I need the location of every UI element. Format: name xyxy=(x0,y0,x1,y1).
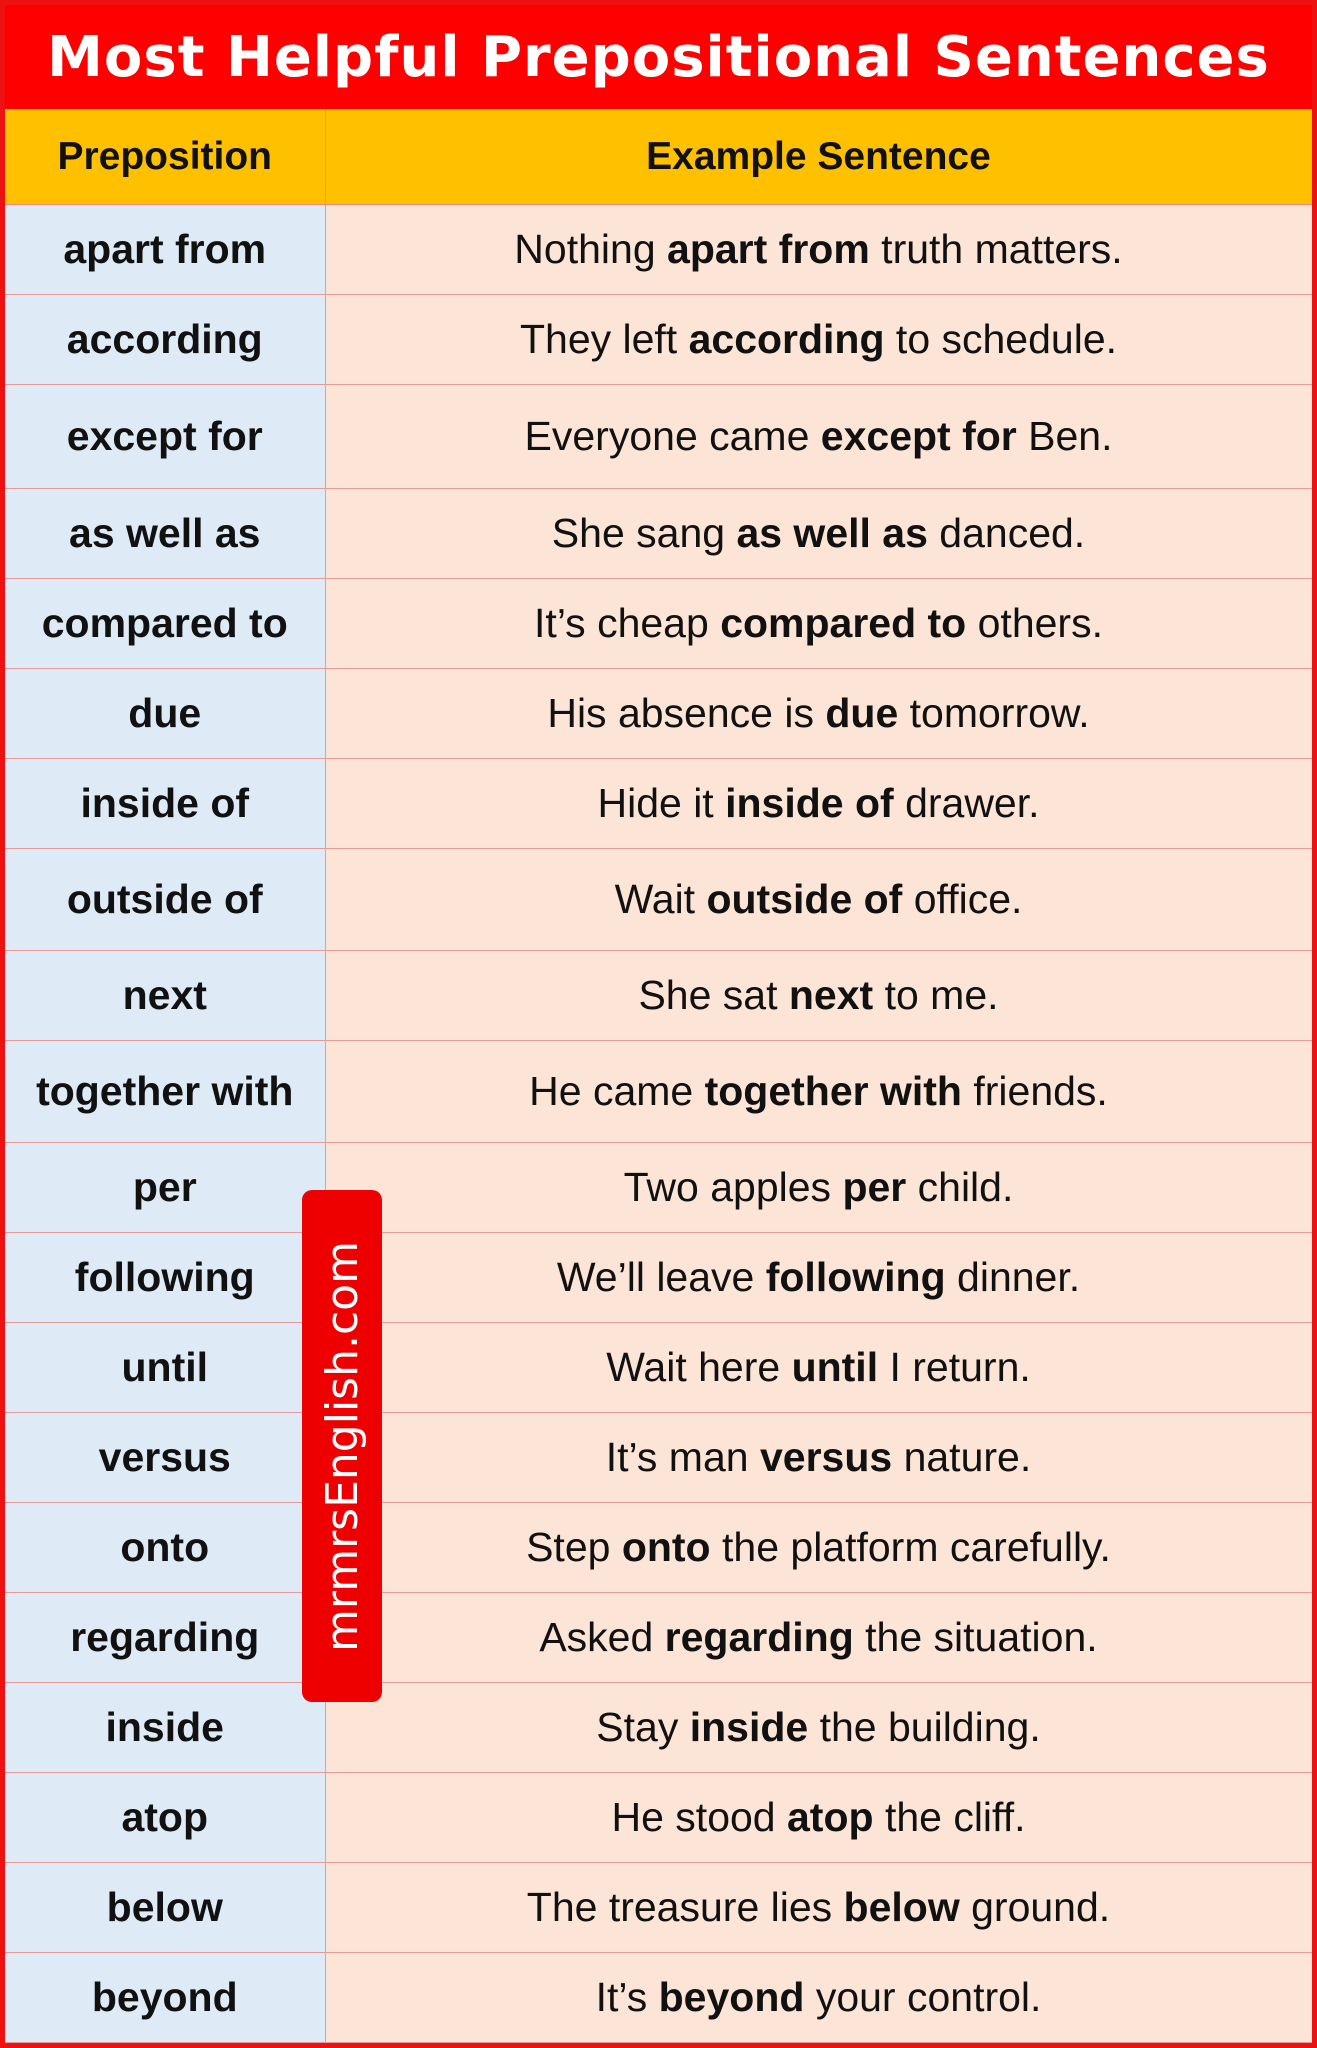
sentence-text-after: child. xyxy=(906,1164,1014,1210)
preposition-cell: due xyxy=(5,669,325,759)
table-row xyxy=(5,1953,1312,2043)
highlighted-preposition: according xyxy=(688,316,885,362)
sentence-text-after: the building. xyxy=(808,1704,1041,1750)
sentence-text-before: Step xyxy=(526,1524,622,1570)
table-row xyxy=(5,1863,1312,1953)
sentence-text-before: We’ll leave xyxy=(556,1254,766,1300)
sentence-text-before: She sat xyxy=(638,972,789,1018)
table-row xyxy=(5,1323,1312,1413)
preposition-cell: per xyxy=(5,1143,325,1233)
highlighted-preposition: as well as xyxy=(736,510,928,556)
highlighted-preposition: until xyxy=(791,1344,879,1390)
example-sentence-cell xyxy=(325,385,1312,489)
sentence-text-after: your control. xyxy=(804,1974,1042,2020)
example-sentence-cell xyxy=(325,1503,1312,1593)
sentence-text-before: Two apples xyxy=(623,1164,843,1210)
example-sentence-cell xyxy=(325,951,1312,1041)
preposition-cell: together with xyxy=(5,1041,325,1143)
sentence-text-after: tomorrow. xyxy=(898,690,1090,736)
sentence-text-before: The treasure lies xyxy=(526,1884,844,1930)
highlighted-preposition: due xyxy=(825,690,899,736)
preposition-cell: inside of xyxy=(5,759,325,849)
example-sentence-cell xyxy=(325,489,1312,579)
highlighted-preposition: regarding xyxy=(664,1614,854,1660)
sentence-text-before: He came xyxy=(529,1068,705,1114)
example-sentence-cell xyxy=(325,1143,1312,1233)
sentence-text-before: He stood xyxy=(611,1794,787,1840)
table-header-row xyxy=(5,109,1312,205)
preposition-cell: according xyxy=(5,295,325,385)
sentence-text-before: Wait xyxy=(614,876,707,922)
header-preposition: Preposition xyxy=(5,109,325,205)
sentence-text-after: the cliff. xyxy=(873,1794,1026,1840)
sentence-text-after: friends. xyxy=(961,1068,1108,1114)
example-sentence-cell xyxy=(325,1953,1312,2043)
header-example-sentence: Example Sentence xyxy=(325,109,1312,205)
example-sentence-cell xyxy=(325,1863,1312,1953)
sentence-text-after: to schedule. xyxy=(884,316,1118,362)
title-bar xyxy=(5,5,1312,109)
highlighted-preposition: following xyxy=(765,1254,946,1300)
table-row xyxy=(5,205,1312,295)
preposition-cell: below xyxy=(5,1863,325,1953)
preposition-cell: next xyxy=(5,951,325,1041)
highlighted-preposition: below xyxy=(843,1884,960,1930)
highlighted-preposition: next xyxy=(788,972,874,1018)
sentence-text-before: Stay xyxy=(596,1704,690,1750)
table-row xyxy=(5,295,1312,385)
preposition-cell: compared to xyxy=(5,579,325,669)
sentence-text-after: danced. xyxy=(927,510,1086,556)
example-sentence-cell xyxy=(325,1773,1312,1863)
table-row xyxy=(5,579,1312,669)
sentence-text-before: It’s xyxy=(595,1974,659,2020)
sentence-text-after: nature. xyxy=(892,1434,1032,1480)
preposition-cell: outside of xyxy=(5,849,325,951)
sentence-text-after: to me. xyxy=(873,972,999,1018)
watermark-text: mrmrsEnglish.com xyxy=(316,1240,368,1652)
sentence-text-after: I return. xyxy=(878,1344,1031,1390)
highlighted-preposition: compared to xyxy=(720,600,967,646)
table-row xyxy=(5,1773,1312,1863)
table-row xyxy=(5,951,1312,1041)
preposition-cell: except for xyxy=(5,385,325,489)
table-row xyxy=(5,1683,1312,1773)
sentence-text-before: His absence is xyxy=(547,690,826,736)
sentence-text-before: Nothing xyxy=(514,226,668,272)
watermark-badge xyxy=(302,1190,382,1702)
example-sentence-cell xyxy=(325,1233,1312,1323)
highlighted-preposition: atop xyxy=(787,1794,874,1840)
highlighted-preposition: inside xyxy=(689,1704,809,1750)
table-row xyxy=(5,1503,1312,1593)
example-sentence-cell xyxy=(325,1323,1312,1413)
sentence-text-after: the situation. xyxy=(853,1614,1098,1660)
sentence-text-before: It’s man xyxy=(605,1434,760,1480)
table-body xyxy=(5,205,1312,2043)
preposition-cell: regarding xyxy=(5,1593,325,1683)
preposition-cell: versus xyxy=(5,1413,325,1503)
table-row xyxy=(5,1041,1312,1143)
sentence-text-before: Asked xyxy=(539,1614,665,1660)
sentence-text-before: It’s cheap xyxy=(534,600,721,646)
example-sentence-cell xyxy=(325,849,1312,951)
highlighted-preposition: apart from xyxy=(667,226,870,272)
highlighted-preposition: inside of xyxy=(725,780,894,826)
preposition-cell: onto xyxy=(5,1503,325,1593)
sentence-text-after: the platform carefully. xyxy=(710,1524,1111,1570)
highlighted-preposition: onto xyxy=(621,1524,711,1570)
highlighted-preposition: beyond xyxy=(658,1974,805,2020)
sentence-text-after: Ben. xyxy=(1016,413,1113,459)
example-sentence-cell xyxy=(325,1041,1312,1143)
preposition-cell: inside xyxy=(5,1683,325,1773)
example-sentence-cell xyxy=(325,759,1312,849)
sentence-text-after: drawer. xyxy=(893,780,1040,826)
sentence-text-after: ground. xyxy=(959,1884,1111,1930)
preposition-cell: apart from xyxy=(5,205,325,295)
sentence-text-after: others. xyxy=(966,600,1103,646)
sentence-text-before: Hide it xyxy=(597,780,726,826)
sentence-text-before: Everyone came xyxy=(524,413,821,459)
preposition-table xyxy=(5,109,1313,2043)
table-row xyxy=(5,385,1312,489)
example-sentence-cell xyxy=(325,205,1312,295)
highlighted-preposition: except for xyxy=(820,413,1017,459)
preposition-cell: atop xyxy=(5,1773,325,1863)
example-sentence-cell xyxy=(325,579,1312,669)
example-sentence-cell xyxy=(325,1413,1312,1503)
preposition-cell: beyond xyxy=(5,1953,325,2043)
sentence-text-after: dinner. xyxy=(945,1254,1081,1300)
preposition-cell: as well as xyxy=(5,489,325,579)
example-sentence-cell xyxy=(325,669,1312,759)
example-sentence-cell xyxy=(325,1683,1312,1773)
highlighted-preposition: per xyxy=(842,1164,907,1210)
table-row xyxy=(5,1143,1312,1233)
sentence-text-before: Wait here xyxy=(606,1344,792,1390)
example-sentence-cell xyxy=(325,295,1312,385)
highlighted-preposition: outside of xyxy=(706,876,903,922)
page-title: Most Helpful Prepositional Sentences xyxy=(47,24,1270,90)
table-row xyxy=(5,1413,1312,1503)
sentence-text-before: They left xyxy=(519,316,689,362)
example-sentence-cell xyxy=(325,1593,1312,1683)
table-row xyxy=(5,489,1312,579)
sentence-text-before: She sang xyxy=(551,510,737,556)
highlighted-preposition: versus xyxy=(759,1434,893,1480)
table-row xyxy=(5,759,1312,849)
table-row xyxy=(5,1593,1312,1683)
table-row xyxy=(5,1233,1312,1323)
sentence-text-after: truth matters. xyxy=(869,226,1123,272)
preposition-cell: until xyxy=(5,1323,325,1413)
preposition-cell: following xyxy=(5,1233,325,1323)
sentence-text-after: office. xyxy=(902,876,1023,922)
table-row xyxy=(5,669,1312,759)
table-row xyxy=(5,849,1312,951)
highlighted-preposition: together with xyxy=(704,1068,962,1114)
